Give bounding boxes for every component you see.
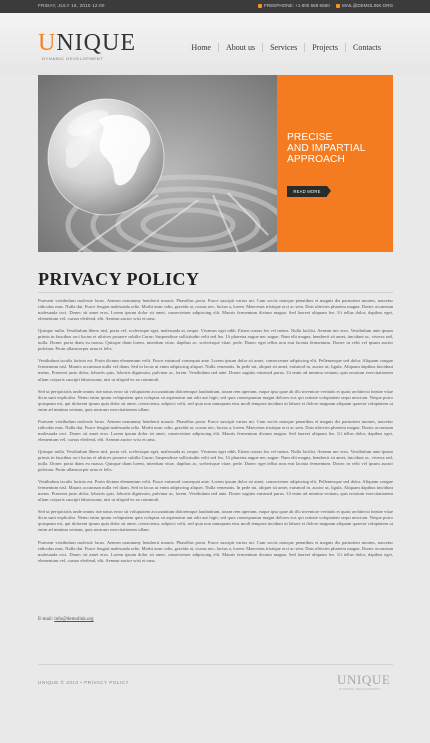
phone-icon [258, 4, 262, 8]
banner-panel [277, 75, 393, 252]
banner-headline-line: PRECISE [287, 132, 333, 143]
policy-content [38, 298, 393, 610]
policy-paragraph: Praesent vestibulum molestie lacus. Aenean nonummy hendrerit mauris. Phasellus porta. Fusce suscipit varius mi. Cum sociis natoque penatibus et magnis dis parturient montes, nascetur ridiculus mus. Nulla dui. Fusce feugiat malesuada odio. Morbi nunc odio, gravida at, cursus nec, luctus a, lorem. Maecenas tristique orci ac sem. Duis ultricies pharetra magna. Donec accumsan malesuada orci. Donec sit amet eros. Lorem ipsum dolor sit amet, consectetuer adipiscing elit. Mauris fermentum dictum magna. Sed laoreet aliquam leo. Ut tellus dolor, dapibus eget, elementum vel, cursus eleifend, elit. Aenean auctor wisi et urna. [38, 298, 393, 322]
read-more-button[interactable]: READ MORE [287, 186, 327, 197]
logo-tagline: DYNAMIC DEVELOPMENT [42, 56, 104, 61]
title-divider [38, 292, 393, 293]
policy-paragraph: Sed ut perspiciatis unde omnis iste natus error sit voluptatem accusantium doloremque laudantium, totam rem aperiam, eaque ipsa quae ab illo inventore veritatis et quasi architecto beatae vitae dicta sunt explicabo. Nemo enim ipsam voluptatem quia voluptas sit aspernatur aut odit aut fugit, sed quia consequuntur magni dolores eos qui ratione voluptatem sequi nesciunt. Neque porro quisquam est, qui dolorem ipsum quia dolor sit amet, consectetur, adipisci velit, sed quia non numquam eius modi tempora incidunt ut labore et dolore magnam aliquam quaerat voluptatem ut enim ad minima veniam, quis nostrum exercitationem ullam. [38, 509, 393, 533]
main-nav [184, 43, 388, 52]
date-text: FRIDAY, JULY 16, 2010 12:00 [38, 3, 105, 8]
mail-text[interactable]: MAIL@DEMOLINK.ORG [342, 3, 394, 8]
phone-info [258, 3, 330, 8]
nav-item-home[interactable]: Home [191, 43, 211, 52]
footer-tagline: DYNAMIC DEVELOPMENT [339, 688, 381, 691]
policy-paragraph: Quisque nulla. Vestibulum libero nisl, porta vel, scelerisque eget, malesuada at, neque. Vivamus eget nibh. Etiam cursus leo vel metus. Nulla facilisi. Aenean nec eros. Vestibulum ante ipsum primis in faucibus orci luctus et ultrices posuere cubilia Curae; Suspendisse sollicitudin velit sed leo. Ut pharetra augue nec augue. Nam elit magna, hendrerit sit amet, tincidunt ac, viverra sed, nulla. Donec porta diam eu massa. Quisque diam lorem, interdum vitae, dapibus ac, scelerisque vitae, pede. Donec eget tellus non erat lacinia fermentum. Donec in velit vel ipsum auctor pulvinar. Proin ullamcorper urna et felis. [38, 328, 393, 352]
page-title: PRIVACY POLICY [38, 269, 200, 289]
nav-item-services[interactable]: Services [270, 43, 298, 52]
logo-initial: U [38, 30, 57, 56]
globe-image [38, 75, 277, 252]
policy-paragraph: Praesent vestibulum molestie lacus. Aenean nonummy hendrerit mauris. Phasellus porta. Fusce suscipit varius mi. Cum sociis natoque penatibus et magnis dis parturient montes, nascetur ridiculus mus. Nulla dui. Fusce feugiat malesuada odio. Morbi nunc odio, gravida at, cursus nec, luctus a, lorem. Maecenas tristique orci ac sem. Duis ultricies pharetra magna. Donec accumsan malesuada orci. Donec sit amet eros. Lorem ipsum dolor sit amet, consectetuer adipiscing elit. Mauris fermentum dictum magna. Sed laoreet aliquam leo. Ut tellus dolor, dapibus eget, elementum vel, cursus eleifend, elit. Aenean auctor wisi et urna. [38, 418, 393, 442]
email-line [38, 617, 94, 622]
footer-logo[interactable]: UNIQUE [337, 672, 391, 687]
logo-rest: NIQUE [56, 30, 136, 56]
hero-banner [38, 75, 393, 252]
policy-paragraph: Vestibulum iaculis lacinia est. Proin dictum elementum velit. Fusce euismod consequat ante. Lorem ipsum dolor sit amet, consectetuer adipiscing elit. Pellentesque sed dolor. Aliquam congue fermentum nisl. Mauris accumsan nulla vel diam. Sed in lacus ut enim adipiscing aliquet. Nulla venenatis. In pede mi, aliquet sit amet, euismod in, auctor ut, ligula. Aliquam dapibus tincidunt metus. Praesent justo dolor, lobortis quis, lobortis dignissim, pulvinar ac, lorem. Vestibulum sed ante. Donec sagittis euismod purus. Ut enim ad minima veniam, quis nostrum exercitationem ullam corporis suscipit laboriosam, nisi ut aliquid ex ea commodi. [38, 358, 393, 382]
policy-paragraph: Praesent vestibulum molestie lacus. Aenean nonummy hendrerit mauris. Phasellus porta. Fusce suscipit varius mi. Cum sociis natoque penatibus et magnis dis parturient montes, nascetur ridiculus mus. Nulla dui. Fusce feugiat malesuada odio. Morbi nunc odio, gravida at, cursus nec, luctus a, lorem. Maecenas tristique orci ac sem. Duis ultricies pharetra magna. Donec accumsan malesuada orci. Donec sit amet eros. Lorem ipsum dolor sit amet, consectetuer adipiscing elit. Mauris fermentum dictum magna. Sed laoreet aliquam leo. Ut tellus dolor, dapibus eget, elementum vel, cursus eleifend, elit. Aenean auctor wisi et urna. [38, 539, 393, 563]
nav-item-about-us[interactable]: About us [225, 43, 256, 52]
policy-paragraph: Vestibulum iaculis lacinia est. Proin dictum elementum velit. Fusce euismod consequat ante. Lorem ipsum dolor sit amet, consectetuer adipiscing elit. Pellentesque sed dolor. Aliquam congue fermentum nisl. Mauris accumsan nulla vel diam. Sed in lacus ut enim adipiscing aliquet. Nulla venenatis. In pede mi, aliquet sit amet, euismod in, auctor ut, ligula. Aliquam dapibus tincidunt metus. Praesent justo dolor, lobortis quis, lobortis dignissim, pulvinar ac, lorem. Vestibulum sed ante. Donec sagittis euismod purus. Ut enim ad minima veniam, quis nostrum exercitationem ullam corporis suscipit laboriosam, nisi ut aliquid ex ea commodi. [38, 479, 393, 503]
email-label: E-mail: [38, 617, 53, 622]
banner-headline [287, 132, 365, 165]
policy-paragraph: Sed ut perspiciatis unde omnis iste natus error sit voluptatem accusantium doloremque laudantium, totam rem aperiam, eaque ipsa quae ab illo inventore veritatis et quasi architecto beatae vitae dicta sunt explicabo. Nemo enim ipsam voluptatem quia voluptas sit aspernatur aut odit aut fugit, sed quia consequuntur magni dolores eos qui ratione voluptatem sequi nesciunt. Neque porro quisquam est, qui dolorem ipsum quia dolor sit amet, consectetur, adipisci velit, sed quia non numquam eius modi tempora incidunt ut labore et dolore magnam aliquam quaerat voluptatem ut enim ad minima veniam, quis nostrum exercitationem ullam. [38, 388, 393, 412]
nav-item-contacts[interactable]: Contacts [353, 43, 381, 52]
policy-paragraph: Quisque nulla. Vestibulum libero nisl, porta vel, scelerisque eget, malesuada at, neque. Vivamus eget nibh. Etiam cursus leo vel metus. Nulla facilisi. Aenean nec eros. Vestibulum ante ipsum primis in faucibus orci luctus et ultrices posuere cubilia Curae; Suspendisse sollicitudin velit sed leo. Ut pharetra augue nec augue. Nam elit magna, hendrerit sit amet, tincidunt ac, viverra sed, nulla. Donec porta diam eu massa. Quisque diam lorem, interdum vitae, dapibus ac, scelerisque vitae, pede. Donec eget tellus non erat lacinia fermentum. Donec in velit vel ipsum auctor pulvinar. Proin ullamcorper urna et felis. [38, 448, 393, 473]
nav-item-projects[interactable]: Projects [312, 43, 338, 52]
email-link[interactable]: info@demolink.org [54, 617, 94, 622]
mail-icon [336, 4, 340, 8]
footer-divider [38, 664, 393, 665]
footer-copyright: UNIQUE © 2010 • PRIVACY POLICY [38, 680, 130, 685]
phone-text: FREEPHONE: +1 800 559 6580 [264, 3, 330, 8]
mail-info[interactable] [336, 3, 393, 8]
banner-headline-line: APPROACH [287, 154, 345, 165]
top-bar [0, 0, 430, 13]
site-logo[interactable] [38, 31, 136, 55]
banner-headline-line: AND IMPARTIAL [287, 143, 366, 154]
